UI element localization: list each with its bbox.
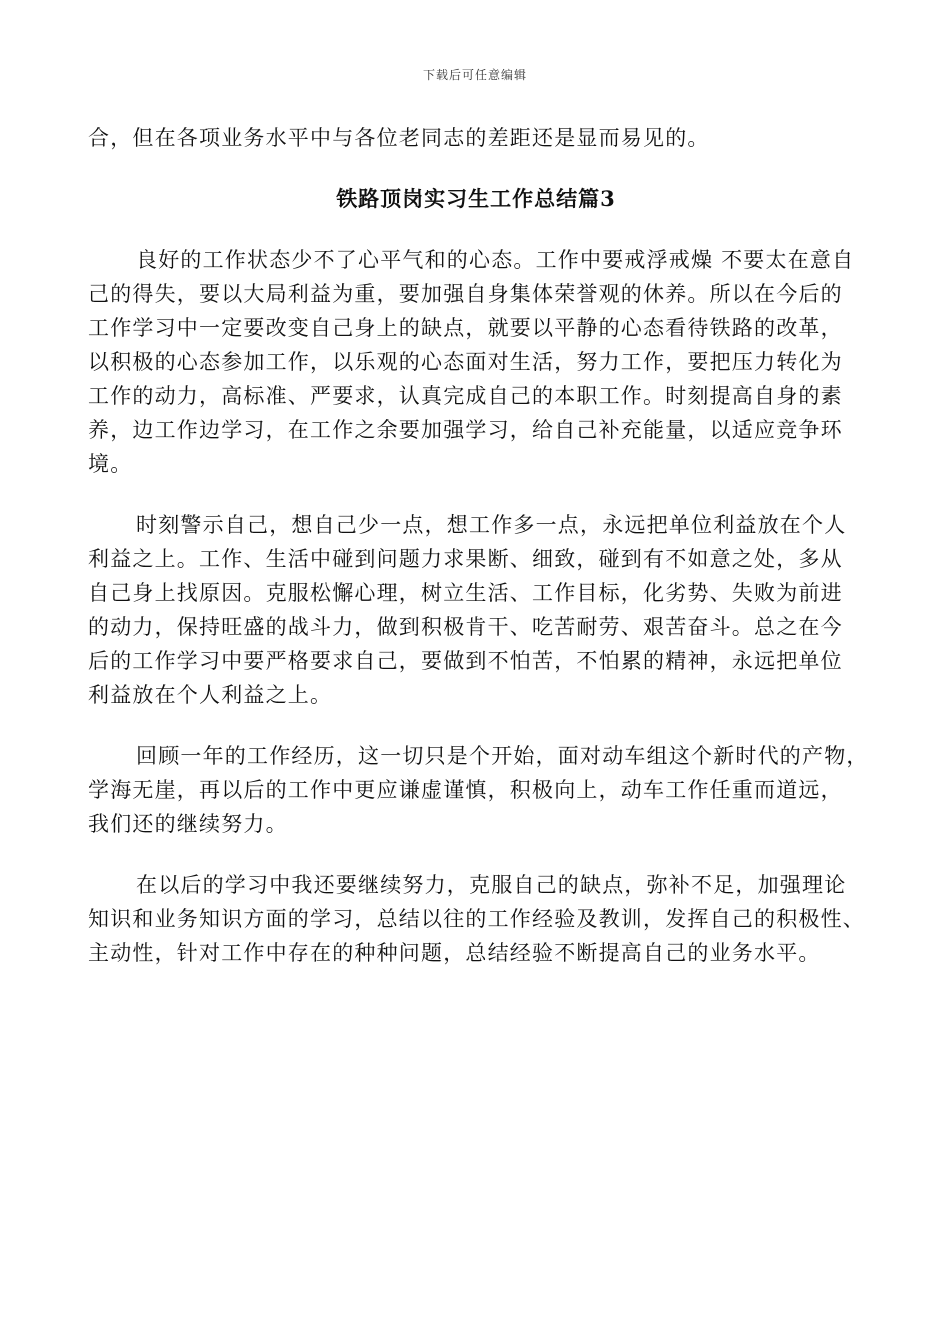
paragraph-line: 良好的工作状态少不了心平气和的心态。工作中要戒浮戒燥 不要太在意自 [136,248,855,272]
paragraph-line: 主动性，针对工作中存在的种种问题，总结经验不断提高自己的业务水平。 [88,941,821,965]
paragraph-line: 时刻警示自己，想自己少一点，想工作多一点，永远把单位利益放在个人 [136,513,847,537]
paragraph-line: 回顾一年的工作经历，这一切只是个开始，面对动车组这个新时代的产物， [136,744,869,768]
paragraph-line: 自己身上找原因。克服松懈心理，树立生活、工作目标，化劣势、失败为前进 [88,581,843,605]
page-header: 下载后可任意编辑 [422,68,527,82]
paragraph-line: 工作的动力，高标准、严要求，认真完成自己的本职工作。时刻提高自身的素 [88,384,843,408]
paragraph-line: 在以后的学习中我还要继续努力，克服自己的缺点，弥补不足，加强理论 [136,873,847,897]
paragraph-2 [88,508,864,712]
paragraph-line: 后的工作学习中要严格要求自己，要做到不怕苦，不怕累的精神，永远把单位 [88,649,843,673]
paragraph-3 [88,739,869,841]
paragraph-line: 境。 [88,452,133,476]
paragraph-line: 知识和业务知识方面的学习，总结以往的工作经验及教训，发挥自己的积极性、 [88,907,865,931]
paragraph-line: 学海无崖，再以后的工作中更应谦虚谨慎，积极向上，动车工作任重而道远， [88,778,843,802]
paragraph-line: 工作学习中一定要改变自己身上的缺点，就要以平静的心态看待铁路的改革， [88,316,843,340]
paragraph-line: 己的得失，要以大局利益为重，要加强自身集体荣誉观的休养。所以在今后的 [88,282,843,306]
intro-line: 合，但在各项业务水平中与各位老同志的差距还是显而易见的。 [88,126,710,150]
paragraph-line: 利益放在个人利益之上。 [88,683,333,707]
paragraph-line: 以积极的心态参加工作，以乐观的心态面对生活，努力工作，要把压力转化为 [88,350,843,374]
paragraph-line: 我们还的继续努力。 [88,812,288,836]
paragraph-line: 养，边工作边学习，在工作之余要加强学习，给自己补充能量，以适应竞争环 [88,418,843,442]
section-title: 铁路顶岗实习生工作总结篇3 [336,186,616,211]
paragraph-1 [88,243,864,481]
paragraph-line: 的动力，保持旺盛的战斗力，做到积极肯干、吃苦耐劳、艰苦奋斗。总之在今 [88,615,843,639]
paragraph-4 [88,868,864,970]
document-body [88,121,869,970]
paragraph-line: 利益之上。工作、生活中碰到问题力求果断、细致，碰到有不如意之处，多从 [88,547,843,571]
